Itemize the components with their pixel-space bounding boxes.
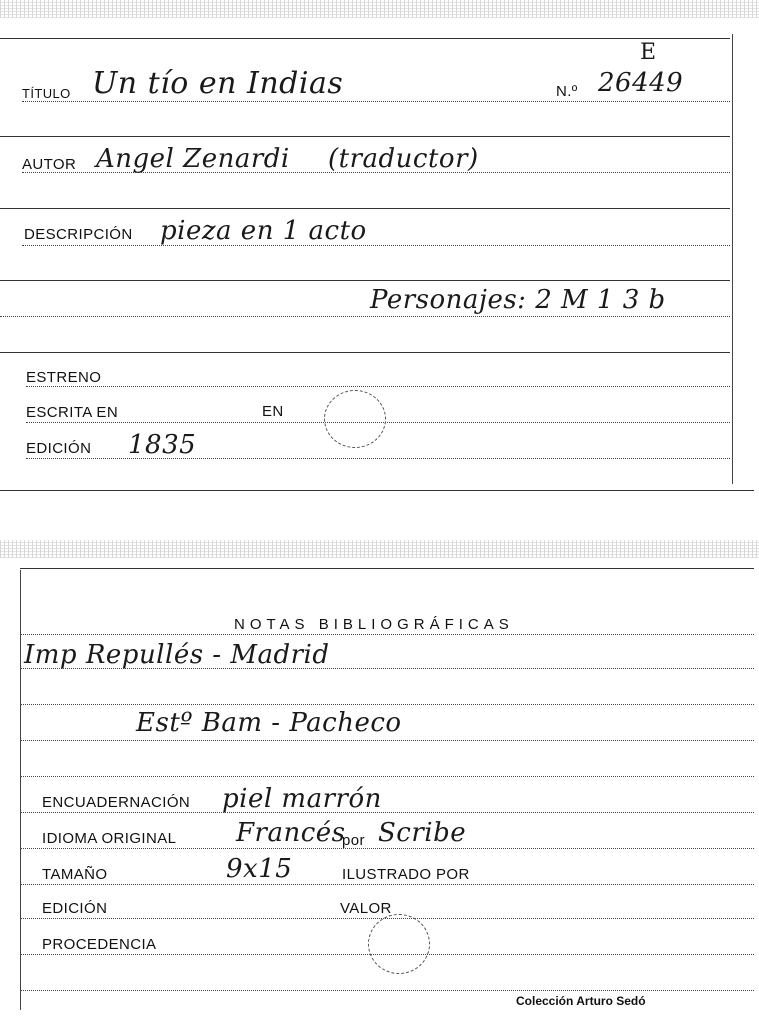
card-2 xyxy=(20,570,21,1010)
rule-990 xyxy=(20,990,754,991)
rule-352 xyxy=(0,352,730,353)
procedencia-label: PROCEDENCIA xyxy=(42,936,157,953)
rule-740 xyxy=(20,740,754,741)
rule-encuad xyxy=(20,812,754,813)
rule-776 xyxy=(20,776,754,777)
valor-label: VALOR xyxy=(340,900,392,917)
tamano-label: TAMAÑO xyxy=(42,866,108,883)
personajes-value: Personajes: 2 M 1 3 b xyxy=(370,285,666,315)
autor-value: Angel Zenardi xyxy=(96,144,290,174)
scan-noise-top xyxy=(0,0,759,18)
idioma-label: IDIOMA ORIGINAL xyxy=(42,830,177,847)
rule-notas xyxy=(20,634,754,635)
por-label: por xyxy=(342,832,365,849)
rule-estreno xyxy=(26,386,730,387)
rule-208 xyxy=(0,208,730,209)
note-line-1: Imp Repullés - Madrid xyxy=(24,640,330,670)
idioma-value: Francés xyxy=(236,818,346,848)
edicion2-label: EDICIÓN xyxy=(42,900,108,917)
rule-autor xyxy=(22,172,730,173)
rule-280 xyxy=(0,280,730,281)
titulo-value: Un tío en Indias xyxy=(92,66,344,101)
rule-704 xyxy=(20,704,754,705)
notas-header: NOTAS BIBLIOGRÁFICAS xyxy=(234,616,514,633)
numero-value: 26449 xyxy=(598,68,684,98)
edicion-label: EDICIÓN xyxy=(26,440,92,457)
autor-label: AUTOR xyxy=(22,156,77,173)
encuadernacion-value: piel marrón xyxy=(222,784,382,814)
escrita-en-label: ESCRITA EN xyxy=(26,404,119,421)
stamp-circle-2 xyxy=(368,914,430,974)
stamp-circle xyxy=(324,390,386,448)
rule-titulo xyxy=(22,101,730,102)
scan-noise-mid xyxy=(0,540,759,558)
descripcion-label: DESCRIPCIÓN xyxy=(24,226,133,243)
rule-idioma xyxy=(20,848,754,849)
ilustrado-label: ILUSTRADO POR xyxy=(342,866,470,883)
card1-top-rule xyxy=(0,38,730,39)
tamano-value: 9x15 xyxy=(226,854,293,884)
estreno-label: ESTRENO xyxy=(26,369,102,386)
en-label: EN xyxy=(262,403,284,420)
mark-e: E xyxy=(640,40,657,65)
encuadernacion-label: ENCUADERNACIÓN xyxy=(42,794,191,811)
note-line-2: Estº Bam - Pacheco xyxy=(136,708,402,738)
rule-desc xyxy=(22,245,730,246)
descripcion-value: pieza en 1 acto xyxy=(160,216,367,246)
card1-bottom-rule xyxy=(0,490,754,491)
rule-note1 xyxy=(20,668,754,669)
rule-edicion xyxy=(26,458,730,459)
card2-top-rule xyxy=(20,568,754,569)
edicion-value: 1835 xyxy=(128,430,197,460)
titulo-label: TÍTULO xyxy=(22,86,71,101)
por-value: Scribe xyxy=(378,818,467,848)
rule-136 xyxy=(0,136,730,137)
numero-label: N.º xyxy=(556,83,578,100)
footer-collection: Colección Arturo Sedó xyxy=(516,994,646,1008)
rule-tamano xyxy=(20,884,754,885)
rule-316 xyxy=(0,316,730,317)
autor-note: (traductor) xyxy=(328,144,479,174)
